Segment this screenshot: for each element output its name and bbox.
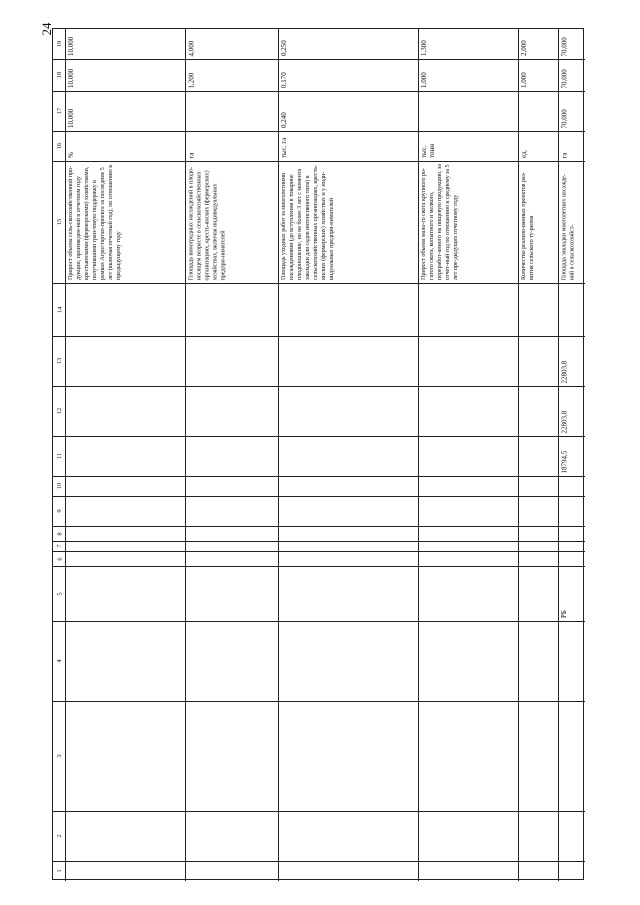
value-col19: 70,000 — [560, 36, 568, 56]
value-col19: 2,000 — [520, 40, 528, 56]
column-divider — [53, 566, 585, 567]
indicator-cell: Прирост объема сель-скохозяйственной про-дукции, произведен-ной в отчетном году крестьянскими (фермерскими) хозяйствами, получившими гран-товую поддержку в рамках Агростартап-проекта за последние 5 лет (включая отчетный год), по отношению к предыдущему году — [67, 164, 122, 280]
column-divider — [53, 621, 585, 622]
indicator-cell: Количество реализо-ванных проектов раз-вития сельского ту-ризма — [520, 172, 535, 280]
value-col17: 70,000 — [560, 108, 568, 128]
column-divider — [53, 811, 585, 812]
value-col18: 1,000 — [520, 72, 528, 88]
unit-cell: тыс. га — [280, 137, 288, 158]
column-divider — [53, 283, 585, 284]
indicator-cell: Прирост объема мало-го скота крупного ро-гатого скота, копытного и мелкого, переработ-анного на пищевую продукцию, за отчет-ный год по отношению к среднему за 5 лет пре-дыдущих отчетному году — [420, 164, 459, 280]
column-header-11: 11 — [55, 452, 63, 460]
value-col5: РБ — [560, 610, 568, 618]
value-col12: 22803,8 — [560, 410, 568, 433]
column-header-4: 4 — [55, 659, 63, 663]
column-divider — [53, 436, 585, 437]
unit-cell: % — [67, 152, 75, 158]
column-header-1: 1 — [55, 869, 63, 873]
column-header-15: 15 — [55, 218, 63, 226]
column-header-3: 3 — [55, 754, 63, 758]
column-header-8: 8 — [55, 531, 63, 536]
column-divider — [53, 541, 585, 542]
column-header-13: 13 — [55, 357, 63, 365]
column-header-7: 7 — [55, 544, 63, 548]
column-divider — [53, 551, 585, 552]
column-header-2: 2 — [55, 834, 63, 838]
value-col19: 10,000 — [67, 36, 75, 56]
column-header-18: 18 — [55, 71, 63, 79]
value-col13: 22803,8 — [560, 360, 568, 383]
value-col17: 10,000 — [67, 108, 75, 128]
unit-cell: га — [187, 152, 195, 158]
report-table — [52, 28, 584, 880]
column-divider — [53, 701, 585, 702]
unit-cell: тыс. тонн — [420, 144, 436, 158]
column-divider — [53, 386, 585, 387]
column-divider — [53, 496, 585, 497]
column-header-9: 9 — [55, 509, 63, 513]
value-col19: 4,000 — [187, 40, 195, 56]
indicator-cell: Площадь уходных работ за многолетними насаждениями (до вступления в товарное плодоношение, но не более 3 лет с момента закладки для садов интенсивного типа) в сельскохозяйственных организациях, кресть-янских (фермерских) хозяйствах и у инди-видуальных предпри-нимателей — [280, 165, 335, 280]
value-col19: 1,300 — [420, 40, 428, 56]
indicator-cell: Площадь виноградных насаждений в плодо-носящем возрасте в сельскохозяйственных организациях, кресть-янских (фермерских) хозяйствах, включая индивидуальных предпри-нимателей — [187, 166, 226, 280]
unit-cell: га — [560, 152, 568, 158]
value-col17: 0,240 — [280, 112, 288, 128]
unit-cell: ед. — [520, 149, 528, 158]
column-header-16: 16 — [55, 142, 63, 150]
value-col18: 70,000 — [560, 68, 568, 88]
column-header-17: 17 — [55, 107, 63, 115]
value-col18: 1,000 — [420, 72, 428, 88]
value-col11: 18794,5 — [560, 450, 568, 473]
value-col18: 1,200 — [187, 72, 195, 88]
column-divider — [53, 476, 585, 477]
value-col19: 0,250 — [280, 40, 288, 56]
column-header-6: 6 — [55, 556, 63, 561]
value-col18: 10,000 — [67, 68, 75, 88]
column-header-19: 19 — [55, 40, 63, 48]
column-header-14: 14 — [55, 306, 63, 313]
page-number: 24 — [39, 22, 54, 36]
column-header-12: 12 — [55, 407, 63, 415]
column-header-10: 10 — [55, 482, 63, 490]
column-header-5: 5 — [55, 591, 63, 596]
column-divider — [53, 336, 585, 337]
value-col18: 0,170 — [280, 72, 288, 88]
column-divider — [53, 861, 585, 862]
column-divider — [53, 526, 585, 527]
indicator-cell: Площадь закладки многолетних насажде-ний в сельскохозяйст- — [560, 173, 575, 280]
